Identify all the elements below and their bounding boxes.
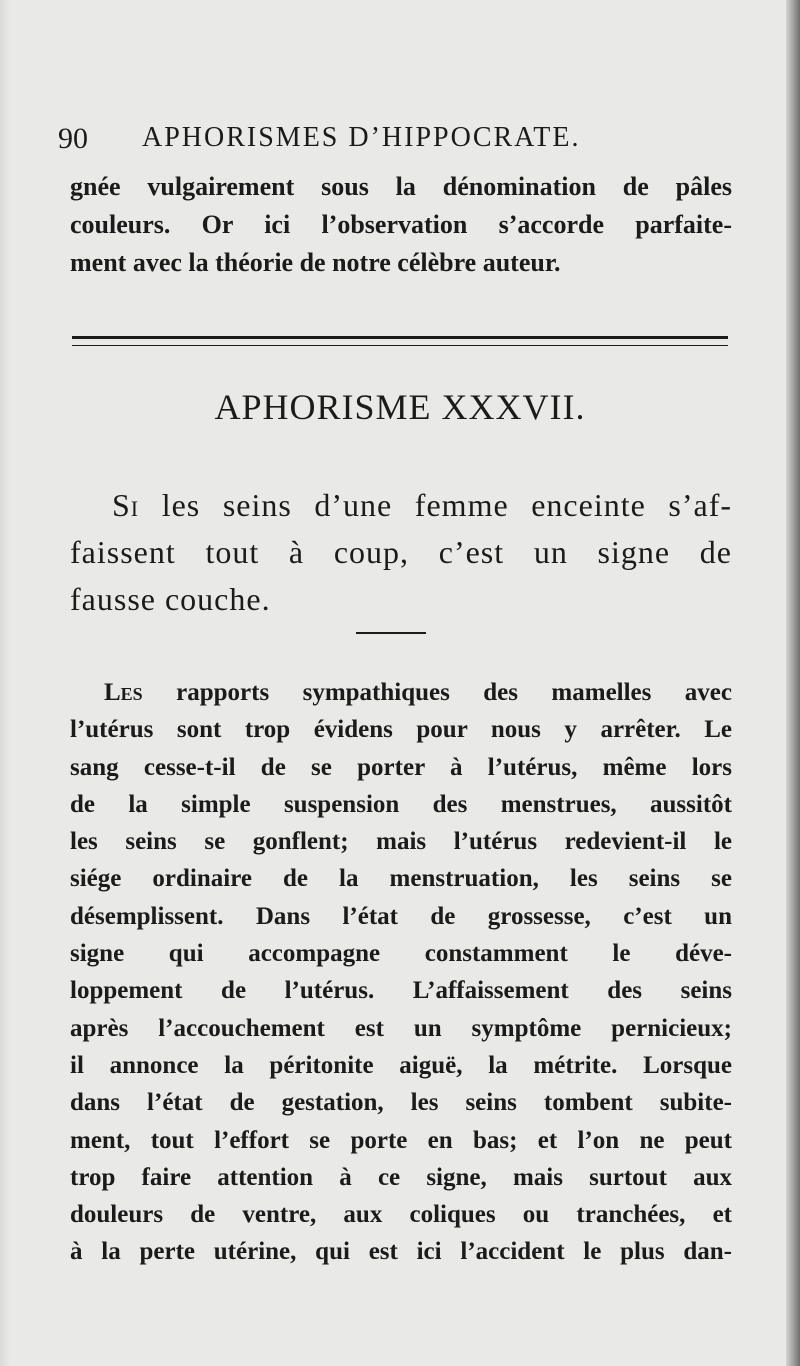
commentary-line: ment, tout l’effort se porte en bas; et l’on ne peut bbox=[70, 1126, 732, 1154]
continuation-line: couleurs. Or ici l’observation s’accorde parfaite- bbox=[70, 210, 732, 239]
short-divider-rule bbox=[356, 632, 426, 634]
commentary-paragraph bbox=[70, 674, 732, 1271]
page-number: 90 bbox=[58, 122, 88, 155]
commentary-line: à la perte utérine, qui est ici l’accident le plus dan- bbox=[70, 1238, 732, 1266]
continuation-line: gnée vulgairement sous la dénomination de pâles bbox=[70, 172, 732, 201]
commentary-line: dans l’état de gestation, les seins tombent subite- bbox=[70, 1089, 732, 1117]
page-right-edge-shadow bbox=[786, 0, 800, 1366]
commentary-line: loppement de l’utérus. L’affaissement des seins bbox=[70, 977, 732, 1005]
continuation-paragraph bbox=[70, 168, 732, 282]
commentary-line: désemplissent. Dans l’état de grossesse, c’est un bbox=[70, 902, 732, 930]
commentary-first-word: Les bbox=[104, 679, 143, 706]
page-left-edge bbox=[0, 0, 10, 1366]
commentary-line-rest: rapports sympathiques des mamelles avec bbox=[176, 679, 732, 706]
commentary-line: signe qui accompagne constamment le déve- bbox=[70, 940, 732, 968]
aphorism-line bbox=[70, 482, 732, 529]
aphorism-line: faissent tout à coup, c’est un signe de bbox=[70, 534, 732, 570]
commentary-line: siége ordinaire de la menstruation, les seins se bbox=[70, 865, 732, 893]
commentary-line: il annonce la péritonite aiguë, la métrite. Lorsque bbox=[70, 1051, 732, 1079]
aphorism-line-rest: les seins d’une femme enceinte s’af- bbox=[161, 487, 733, 523]
aphorism-text bbox=[70, 482, 732, 623]
running-title: APHORISMES D’HIPPOCRATE. bbox=[142, 122, 581, 153]
page-header bbox=[58, 118, 738, 168]
aphorism-line: fausse couche. bbox=[70, 581, 271, 617]
commentary-line: les seins se gonflent; mais l’utérus redevient-il le bbox=[70, 828, 732, 856]
commentary-line: l’utérus sont trop évidens pour nous y arrêter. Le bbox=[70, 716, 732, 744]
aphorism-first-word: Si bbox=[112, 487, 140, 523]
commentary-line: trop faire attention à ce signe, mais surtout aux bbox=[70, 1163, 732, 1191]
commentary-line bbox=[70, 674, 732, 711]
commentary-line: de la simple suspension des menstrues, aussitôt bbox=[70, 790, 732, 818]
commentary-line: douleurs de ventre, aux coliques ou tranchées, et bbox=[70, 1201, 732, 1229]
aphorism-title: APHORISME XXXVII. bbox=[214, 387, 586, 427]
commentary-line: sang cesse-t-il de se porter à l’utérus, même lors bbox=[70, 753, 732, 781]
commentary-line: après l’accouchement est un symptôme pernicieux; bbox=[70, 1014, 732, 1042]
section-divider-double-rule bbox=[72, 336, 728, 346]
continuation-line: ment avec la théorie de notre célèbre auteur. bbox=[70, 248, 561, 277]
